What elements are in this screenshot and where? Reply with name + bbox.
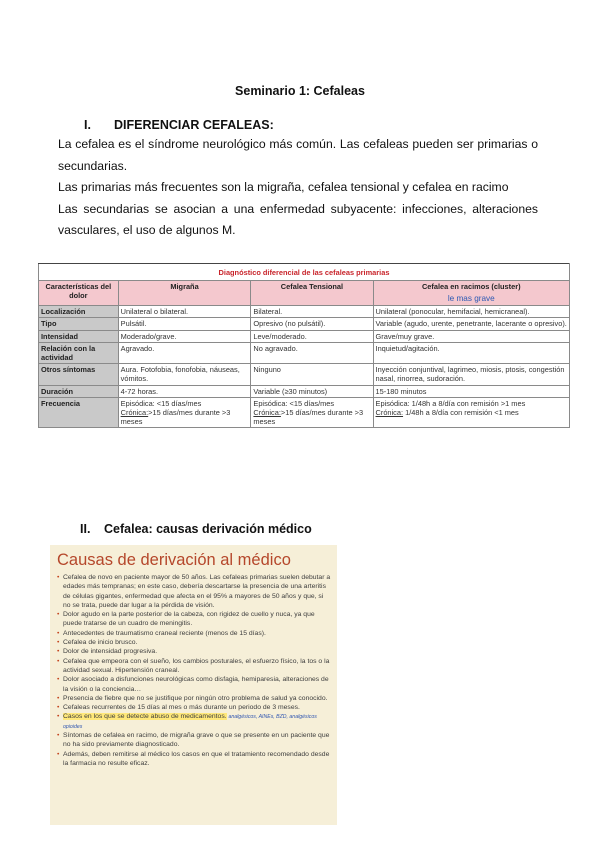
table-cell xyxy=(118,397,251,428)
list-item: • Dolor agudo en la parte posterior de la cabeza, con rigidez de cuello y nuca, ya que puede tratarse de un cuadro de meningitis. xyxy=(57,610,332,629)
list-item: • Síntomas de cefalea en racimo, de migraña grave o que se presente en un paciente que no ha sido previamente diagnosticado. xyxy=(57,731,332,750)
handwritten-note: le mas grave xyxy=(447,294,495,304)
table-cell: 4-72 horas. xyxy=(118,385,251,397)
freq-chronic xyxy=(253,408,370,426)
referral-list xyxy=(50,573,337,768)
intro-line: secundarias. xyxy=(58,158,128,173)
table-row xyxy=(39,397,570,428)
table-cell: Inquietud/agitación. xyxy=(373,342,569,363)
table-cell: Moderado/grave. xyxy=(118,330,251,342)
section-1-number: I. xyxy=(84,118,91,132)
table-cell: Aura. Fotofobia, fonofobia, náuseas, vómitos. xyxy=(118,364,251,385)
column-header: Características del dolor xyxy=(39,281,119,306)
table-cell: Variable (agudo, urente, penetrante, lacerante o opresivo). xyxy=(373,318,569,330)
section-2-heading xyxy=(80,522,312,536)
page-title: Seminario 1: Cefaleas xyxy=(235,84,365,98)
table-row xyxy=(39,342,570,363)
list-item: • Además, deben remitirse al médico los casos en que el tratamiento recomendado desde la farmacia no resulte eficaz. xyxy=(57,750,332,769)
table-cell: Inyección conjuntival, lagrimeo, miosis, ptosis, congestión nasal, rinorrea, sudoración. xyxy=(373,364,569,385)
table-cell: Bilateral. xyxy=(251,306,373,318)
handwritten-note: analgésicos, AINEs, BZD, analgésicos opioides xyxy=(63,714,317,730)
table-cell: Unilateral (ponocular, hemifacial, hemicraneal). xyxy=(373,306,569,318)
table-cell: Pulsátil. xyxy=(118,318,251,330)
list-item: • Cefalea que empeora con el sueño, los cambios posturales, el esfuerzo físico, la tos o la actividad sexual. Hipertensión craneal. xyxy=(57,657,332,676)
section-1-heading xyxy=(84,118,274,132)
freq-chronic xyxy=(121,408,249,426)
table-cell: Grave/muy grave. xyxy=(373,330,569,342)
list-item: • Dolor asociado a disfunciones neurológicas como disfagia, hemiparesia, alteraciones de la visión o la conciencia… xyxy=(57,675,332,694)
intro-line: Las secundarias se asocian a una enfermedad subyacente: infecciones, alteraciones xyxy=(58,201,538,216)
table-cell: No agravado. xyxy=(251,342,373,363)
column-header xyxy=(373,281,569,306)
table-cell: 15-180 minutos xyxy=(373,385,569,397)
row-label: Relación con la actividad xyxy=(39,342,119,363)
table-cell: Ninguno xyxy=(251,364,373,385)
intro-text xyxy=(58,134,538,242)
table-row xyxy=(39,330,570,342)
row-label: Otros síntomas xyxy=(39,364,119,385)
freq-episodic: Episódica: <15 días/mes xyxy=(253,398,335,408)
section-2-text: Cefalea: causas derivación médico xyxy=(104,522,312,536)
table-row xyxy=(39,306,570,318)
freq-episodic: Episódica: 1/48h a 8/día con remisión >1 mes xyxy=(375,398,526,408)
table-caption: Diagnóstico diferencial de las cefaleas primarias xyxy=(39,264,570,281)
intro-line: Las primarias más frecuentes son la migraña, cefalea tensional y cefalea en racimo xyxy=(58,180,509,194)
list-item: • Cefaleas recurrentes de 15 días al mes o más durante un periodo de 3 meses. xyxy=(57,703,332,712)
table-cell xyxy=(373,397,569,428)
highlighted-text: Casos en los que se detecte abuso de medicamentos. xyxy=(63,713,227,721)
list-item: • Cefalea de novo en paciente mayor de 50 años. Las cefaleas primarias suelen debutar a edades más tempranas; en este caso, debería descartarse la presencia de una arteritis de células gigantes, enfermedad que afecta en el 95% a mayores de 50 años y que, si no se trata, puede dar lugar a la pérdida de visión. xyxy=(57,573,332,610)
differential-diagnosis-table xyxy=(38,263,570,470)
list-item: • Presencia de fiebre que no se justifique por ningún otro problema de salud ya conocido. xyxy=(57,694,332,703)
table-cell: Unilateral o bilateral. xyxy=(118,306,251,318)
list-item: • Dolor de intensidad progresiva. xyxy=(57,647,332,656)
table-row xyxy=(39,364,570,385)
table-cell xyxy=(251,397,373,428)
table-cell: Variable (≥30 minutos) xyxy=(251,385,373,397)
referral-causes-box xyxy=(50,545,337,825)
column-header: Cefalea Tensional xyxy=(251,281,373,306)
table-cell: Agravado. xyxy=(118,342,251,363)
section-2-number: II. xyxy=(80,522,91,536)
referral-box-title: Causas de derivación al médico xyxy=(57,551,291,569)
row-label: Frecuencia xyxy=(39,397,119,428)
intro-line: La cefalea es el síndrome neurológico más común. Las cefaleas pueden ser primarias o xyxy=(58,137,538,151)
freq-chronic-text: 1/48h a 8/día con remisión <1 mes xyxy=(405,408,519,418)
freq-chronic-label: Crónica: xyxy=(253,408,281,418)
list-item: • Cefalea de inicio brusco. xyxy=(57,638,332,647)
row-label: Intensidad xyxy=(39,330,119,342)
column-header: Migraña xyxy=(118,281,251,306)
freq-chronic-text: >15 días/mes durante >3 meses xyxy=(120,408,231,427)
list-item: • Antecedentes de traumatismo craneal reciente (menos de 15 días). xyxy=(57,629,332,638)
row-label: Tipo xyxy=(39,318,119,330)
freq-chronic-label: Crónica: xyxy=(120,408,149,418)
freq-chronic-text: >15 días/mes durante >3 meses xyxy=(253,408,364,427)
column-header-text: Cefalea en racimos (cluster) xyxy=(421,282,521,292)
table-row xyxy=(39,385,570,397)
row-label: Localización xyxy=(39,306,119,318)
table-cell: Opresivo (no pulsátil). xyxy=(251,318,373,330)
row-label: Duración xyxy=(39,385,119,397)
table-cell: Leve/moderado. xyxy=(251,330,373,342)
table-row xyxy=(39,318,570,330)
list-item xyxy=(57,712,332,731)
section-1-text: DIFERENCIAR CEFALEAS: xyxy=(114,118,274,132)
freq-chronic xyxy=(376,408,567,417)
freq-episodic: Episódica: <15 días/mes xyxy=(120,398,202,408)
freq-chronic-label: Crónica: xyxy=(375,408,404,418)
intro-line: vasculares, el uso de algunos M. xyxy=(58,223,236,237)
